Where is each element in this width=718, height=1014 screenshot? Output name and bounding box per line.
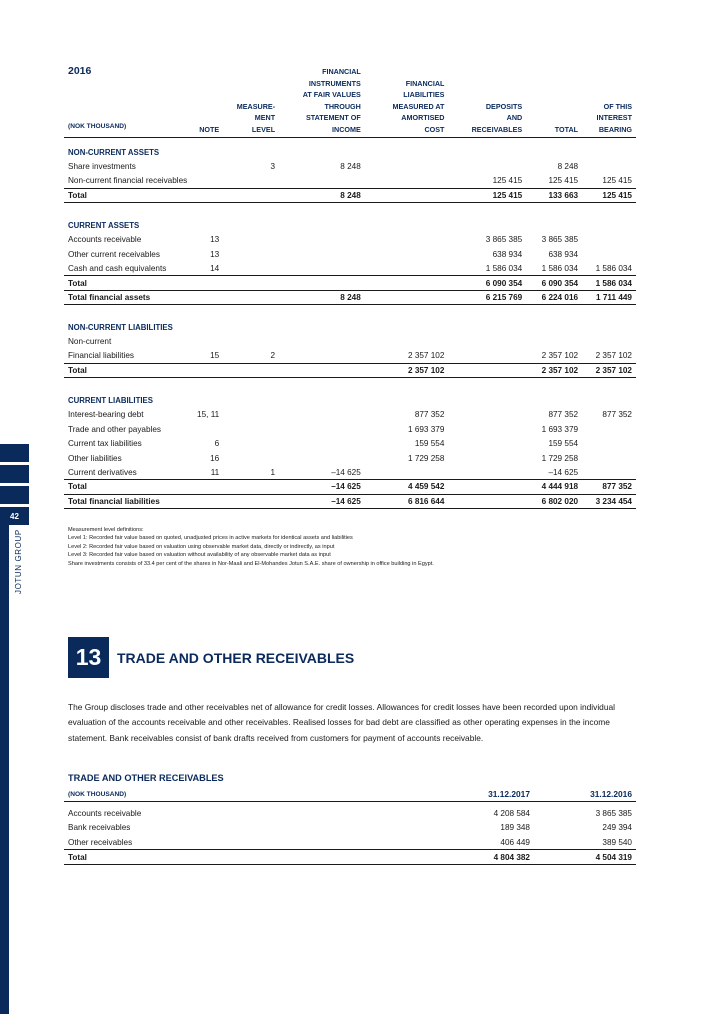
cell-note [191,290,223,304]
cell-interest [582,233,636,247]
row-label: Total financial assets [64,290,191,304]
cell-interest: 3 234 454 [582,494,636,508]
cell-interest: 877 352 [582,480,636,494]
cell-fvtpl: 8 248 [340,162,361,172]
table-row [64,335,636,349]
cell-deposits: 3 865 385 [485,235,523,245]
cell-total: 6 224 016 [526,290,582,304]
section-heading: NON-CURRENT ASSETS [68,148,160,158]
cell-amortised [365,335,449,349]
cell-deposits [448,451,526,465]
table-year: 2016 (NOK THOUSAND) [64,66,191,138]
cell-interest [582,451,636,465]
table-row [64,451,636,465]
cell-interest: 1 586 034 [582,276,636,290]
total-row [64,494,636,508]
table-row [64,233,636,247]
cell-note: 15, 11 [197,410,220,420]
cell-total: 133 663 [526,188,582,202]
cell-level: 2 [270,351,276,361]
table-row [64,835,636,850]
total-row [64,480,636,494]
cell-note: 14 [210,263,220,273]
section-number: 13 [68,637,109,678]
cell-amortised [365,261,449,275]
cell-deposits [448,408,526,422]
cell-interest [582,422,636,436]
cell-interest: 2 357 102 [595,351,632,361]
col-2017-header: 31.12.2017 [404,788,534,801]
section-title: TRADE AND OTHER RECEIVABLES [117,650,355,666]
cell-fvtpl [279,451,365,465]
cell-amortised: 4 459 542 [365,480,449,494]
value-2016: 249 394 [602,823,632,833]
cell-note: 11 [210,467,220,477]
cell-interest: 1 711 449 [582,290,636,304]
row-label: Financial liabilities [68,351,134,361]
section-heading: CURRENT ASSETS [68,221,140,231]
cell-amortised [365,290,449,304]
row-label: Total [64,276,191,290]
financial-table-body [64,138,636,509]
cell-level [223,363,279,377]
cell-total: 1 729 258 [541,453,579,463]
cell-level: 1 [270,467,276,477]
cell-interest: 877 352 [602,410,632,420]
cell-deposits [448,465,526,479]
row-label: Accounts receivable [68,808,142,818]
cell-interest: 125 415 [602,176,632,186]
cell-note: 15 [210,351,220,361]
value-2016: 389 540 [602,837,632,847]
cell-note [191,276,223,290]
cell-amortised: 877 352 [414,410,445,420]
value-2017: 4 208 584 [493,808,530,818]
cell-level [223,437,279,451]
interest-header: OF THIS INTEREST BEARING [582,66,636,138]
cell-deposits [448,480,526,494]
cell-total: 6 090 354 [526,276,582,290]
receivables-table [64,788,636,865]
unit-header: (NOK THOUSAND) [68,122,127,130]
cell-amortised: 6 816 644 [365,494,449,508]
cell-amortised [365,188,449,202]
row-label: Other liabilities [68,453,122,463]
cell-total: 159 554 [548,439,579,449]
cell-total: 6 802 020 [526,494,582,508]
value-2017: 406 449 [500,837,530,847]
financial-instruments-table [64,66,636,509]
row-label: Bank receivables [68,823,131,833]
value-2016: 4 504 319 [534,850,636,865]
cell-note [191,422,223,436]
cell-fvtpl [279,247,365,261]
cell-fvtpl: –14 625 [279,494,365,508]
cell-total: 125 415 [548,176,579,186]
cell-interest [582,335,636,349]
cell-level [223,408,279,422]
cell-interest: 2 357 102 [582,363,636,377]
cell-deposits: 6 215 769 [448,290,526,304]
cell-deposits: 638 934 [492,249,523,259]
cell-level: 3 [270,162,276,172]
cell-level [223,335,279,349]
cell-fvtpl: –14 625 [331,467,361,477]
row-label: Total [64,363,191,377]
row-label: Total financial liabilities [64,494,191,508]
cell-total: 1 586 034 [541,263,579,273]
table-row [64,437,636,451]
definition-line: Share investments consists of 33.4 per cent of the shares in Nor-Maali and El-Mohandes Jotun S.A.E. share of ownership in office building in Egypt. [68,560,434,567]
cell-note: 13 [210,235,220,245]
cell-deposits: 1 586 034 [485,263,523,273]
cell-fvtpl: –14 625 [279,480,365,494]
row-label: Total [64,850,404,865]
cell-deposits: 125 415 [448,188,526,202]
cell-amortised: 1 693 379 [407,424,445,434]
cell-note: 6 [214,439,220,449]
cell-deposits [448,494,526,508]
cell-note: 13 [210,249,220,259]
cell-total: 1 693 379 [541,424,579,434]
cell-note [191,363,223,377]
cell-total: 8 248 [557,162,579,172]
amortised-header: FINANCIAL LIABILITIES MEASURED AT AMORTISED COST [365,66,449,138]
col-2016-header: 31.12.2016 [534,788,636,801]
cell-fvtpl: 8 248 [279,188,365,202]
total-row [64,363,636,377]
cell-interest [582,437,636,451]
cell-deposits [448,349,526,363]
side-block [0,465,29,483]
cell-deposits [448,363,526,377]
row-label: Non-current financial receivables [68,176,188,186]
cell-note [191,494,223,508]
page-number: 42 [0,507,29,525]
cell-deposits [448,335,526,349]
cell-fvtpl [279,437,365,451]
cell-total: 877 352 [548,410,579,420]
section-heading-row [64,138,636,160]
cell-note [191,174,223,188]
cell-amortised [365,174,449,188]
cell-fvtpl [279,349,365,363]
cell-interest: 1 586 034 [595,263,632,273]
table-row [64,261,636,275]
cell-total: 4 444 918 [526,480,582,494]
cell-level [223,422,279,436]
fvtpl-header: FINANCIAL INSTRUMENTS AT FAIR VALUES THROUGH STATEMENT OF INCOME [279,66,365,138]
cell-interest: 125 415 [582,188,636,202]
cell-amortised [365,160,449,174]
cell-fvtpl: 8 248 [279,290,365,304]
definition-line: Level 2: Recorded fair value based on valuation using observable market data, directly or indirectly, as input [68,543,335,550]
section-heading: NON-CURRENT LIABILITIES [68,323,173,333]
spacer-row [64,305,636,313]
table-row [64,160,636,174]
total-row [64,188,636,202]
table-row [64,465,636,479]
cell-fvtpl [279,233,365,247]
note-header: NOTE [191,66,223,138]
side-label: JOTUN GROUP [14,529,23,594]
cell-level [223,247,279,261]
cell-amortised [365,233,449,247]
cell-level [223,188,279,202]
cell-interest [582,465,636,479]
cell-amortised: 159 554 [414,439,445,449]
value-2016: 3 865 385 [595,808,632,818]
total-row [64,290,636,304]
side-block [0,444,29,462]
unit-header: (NOK THOUSAND) [64,788,404,801]
cell-fvtpl [279,276,365,290]
side-strip [0,525,9,1014]
cell-total: 2 357 102 [526,363,582,377]
section-heading-row [64,386,636,408]
table-row [64,806,636,821]
cell-deposits: 125 415 [492,176,523,186]
section-heading: CURRENT LIABILITIES [68,396,153,406]
side-block [0,486,29,504]
cell-interest [582,247,636,261]
cell-level [223,494,279,508]
row-label: Other receivables [68,837,133,847]
spacer-row [64,203,636,211]
cell-amortised: 2 357 102 [365,363,449,377]
measurement-definitions [68,526,434,568]
table-row [64,174,636,188]
receivables-table-title: TRADE AND OTHER RECEIVABLES [68,773,224,783]
cell-fvtpl [279,422,365,436]
cell-amortised [365,247,449,261]
definition-line: Level 3: Recorded fair value based on valuation without availability of any observable market data as input [68,552,331,559]
row-label: Interest-bearing debt [68,410,144,420]
cell-total [526,335,582,349]
cell-fvtpl [279,261,365,275]
definition-line: Measurement level definitions: [68,527,144,533]
cell-fvtpl [279,174,365,188]
section-heading-row [64,211,636,233]
row-label: Cash and cash equivalents [68,263,167,273]
cell-level [223,451,279,465]
cell-note [191,160,223,174]
cell-deposits: 6 090 354 [448,276,526,290]
row-label: Accounts receivable [68,235,142,245]
cell-level [223,261,279,275]
cell-note [191,188,223,202]
cell-total: –14 625 [548,467,579,477]
cell-total: 2 357 102 [541,351,579,361]
cell-level [223,480,279,494]
cell-fvtpl [279,363,365,377]
value-2017: 189 348 [500,823,530,833]
total-row [64,850,636,865]
table-row [64,422,636,436]
cell-total: 3 865 385 [541,235,579,245]
cell-note: 16 [210,453,220,463]
total-header: TOTAL [526,66,582,138]
deposits-header: DEPOSITS AND RECEIVABLES [448,66,526,138]
cell-amortised: 1 729 258 [407,453,445,463]
row-label: Current derivatives [68,467,137,477]
cell-amortised: 2 357 102 [407,351,445,361]
cell-fvtpl [279,335,365,349]
row-label: Other current receivables [68,249,160,259]
cell-total: 638 934 [548,249,579,259]
cell-level [223,233,279,247]
definition-line: Level 1: Recorded fair value based on quoted, unadjusted prices in active markets for identical assets and liabilities [68,535,353,542]
row-label: Total [64,480,191,494]
section-body: The Group discloses trade and other receivables net of allowance for credit losses. Allowances for credit losses have been recorded upon individual evaluation of the accounts receivable and other receivables. Realised losses for bad debt are classified as other operating expenses in the income statement. Bank receivables consist of bank drafts received from customers for payment of accounts receivable. [68,702,616,743]
section-heading-row [64,313,636,335]
cell-deposits [448,160,526,174]
spacer-row [64,378,636,386]
level-header: MEASURE- MENT LEVEL [223,66,279,138]
table-row [64,247,636,261]
receivables-header-row [64,788,636,801]
cell-deposits [448,422,526,436]
table-row [64,408,636,422]
row-label: Non-current [68,337,112,347]
cell-interest [582,160,636,174]
cell-note [191,480,223,494]
cell-note [191,335,223,349]
cell-amortised [365,276,449,290]
value-2017: 4 804 382 [404,850,534,865]
cell-level [223,276,279,290]
table-row [64,821,636,836]
row-label: Trade and other payables [68,424,162,434]
cell-deposits [448,437,526,451]
total-row [64,276,636,290]
cell-fvtpl [279,408,365,422]
row-label: Current tax liabilities [68,439,142,449]
cell-level [223,290,279,304]
row-label: Share investments [68,162,136,172]
cell-level [223,174,279,188]
table-row [64,349,636,363]
row-label: Total [64,188,191,202]
cell-amortised [365,465,449,479]
